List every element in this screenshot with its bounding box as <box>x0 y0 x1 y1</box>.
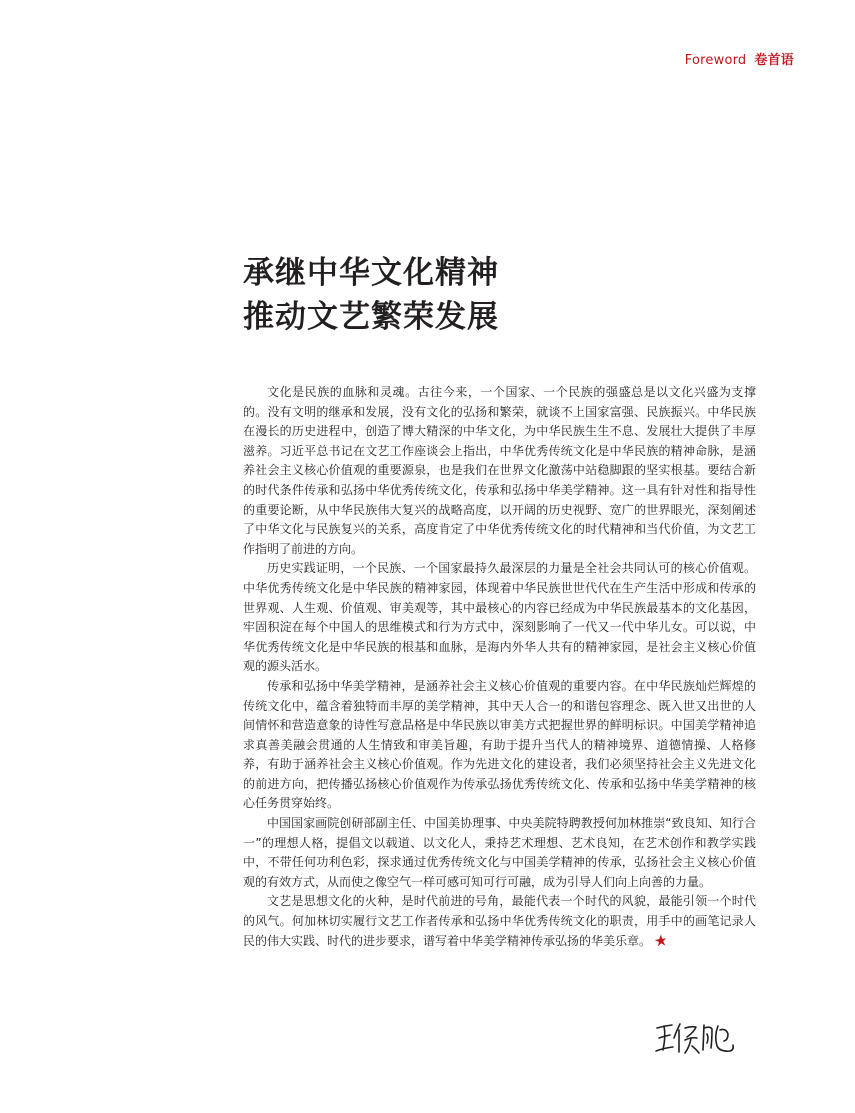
paragraph-1: 文化是民族的血脉和灵魂。古往今来，一个国家、一个民族的强盛总是以文化兴盛为支撑的。没有文明的继承和发展，没有文化的弘扬和繁荣，就谈不上国家富强、民族振兴。中华民族在漫长的历史进程中，创造了博大精深的中华文化，为中华民族生生不息、发展壮大提供了丰厚滋养。习近平总书记在文艺工作座谈会上指出，中华优秀传统文化是中华民族的精神命脉，是涵养社会主义核心价值观的重要源泉，也是我们在世界文化激荡中站稳脚跟的坚实根基。要结合新的时代条件传承和弘扬中华优秀传统文化，传承和弘扬中华美学精神。这一具有针对性和指导性的重要论断，从中华民族伟大复兴的战略高度，以开阔的历史视野、宽广的世界眼光，深刻阐述了中华文化与民族复兴的关系，高度肯定了中华优秀传统文化的时代精神和当代价值，为文艺工作指明了前进的方向。 <box>243 385 756 556</box>
red-star-icon <box>654 934 667 947</box>
page-header <box>685 49 794 68</box>
signature-icon <box>654 1020 736 1058</box>
title-line-1: 承继中华文化精神 <box>243 255 499 291</box>
header-chinese: 卷首语 <box>754 53 794 68</box>
paragraph-5 <box>243 892 756 951</box>
paragraph-2: 历史实践证明，一个民族、一个国家最持久最深层的力量是全社会共同认可的核心价值观。中华优秀传统文化是中华民族的精神家园，体现着中华民族世世代代在生产生活中形成和传承的世界观、人生观、价值观、审美观等，其中最核心的内容已经成为中华民族最基本的文化基因，牢固积淀在每个中国人的思维模式和行为方式中，深刻影响了一代又一代中华儿女。可以说，中华优秀传统文化是中华民族的根基和血脉，是海内外华人共有的精神家园，是社会主义核心价值观的源头活水。 <box>243 561 756 674</box>
paragraph-4: 中国国家画院创研部副主任、中国美协理事、中央美院特聘教授何加林推崇“致良知、知行合一”的理想人格，提倡文以载道、以文化人，秉持艺术理想、艺术良知，在艺术创作和教学实践中，不带任何功利色彩，探求通过优秀传统文化与中国美学精神的传承，弘扬社会主义核心价值观的有效方式，从而使之像空气一样可感可知可行可融，成为引导人们向上向善的力量。 <box>243 816 756 889</box>
header-english: Foreword <box>684 53 747 68</box>
paragraph-3: 传承和弘扬中华美学精神，是涵养社会主义核心价值观的重要内容。在中华民族灿烂辉煌的传统文化中，蕴含着独特而丰厚的美学精神，其中天人合一的和谐包容理念、既入世又出世的人间情怀和营造意象的诗性写意品格是中华民族以审美方式把握世界的鲜明标识。中国美学精神追求真善美融会贯通的人生情致和审美旨趣，有助于提升当代人的精神境界、道德情操、人格修养，有助于涵养社会主义核心价值观。作为先进文化的建设者，我们必须坚持社会主义先进文化的前进方向，把传播弘扬核心价值观作为传承弘扬优秀传统文化、传承和弘扬中华美学精神的核心任务贯穿始终。 <box>243 678 756 811</box>
article-title <box>243 251 499 339</box>
article-body <box>243 383 756 951</box>
title-line-2: 推动文艺繁荣发展 <box>243 299 499 335</box>
paragraph-5-text: 文艺是思想文化的火种，是时代前进的号角，最能代表一个时代的风貌，最能引领一个时代的风气。何加林切实履行文艺工作者传承和弘扬中华优秀传统文化的职责，用手中的画笔记录人民的伟大实践、时代的进步要求，谱写着中华美学精神传承弘扬的华美乐章。 <box>243 894 756 948</box>
